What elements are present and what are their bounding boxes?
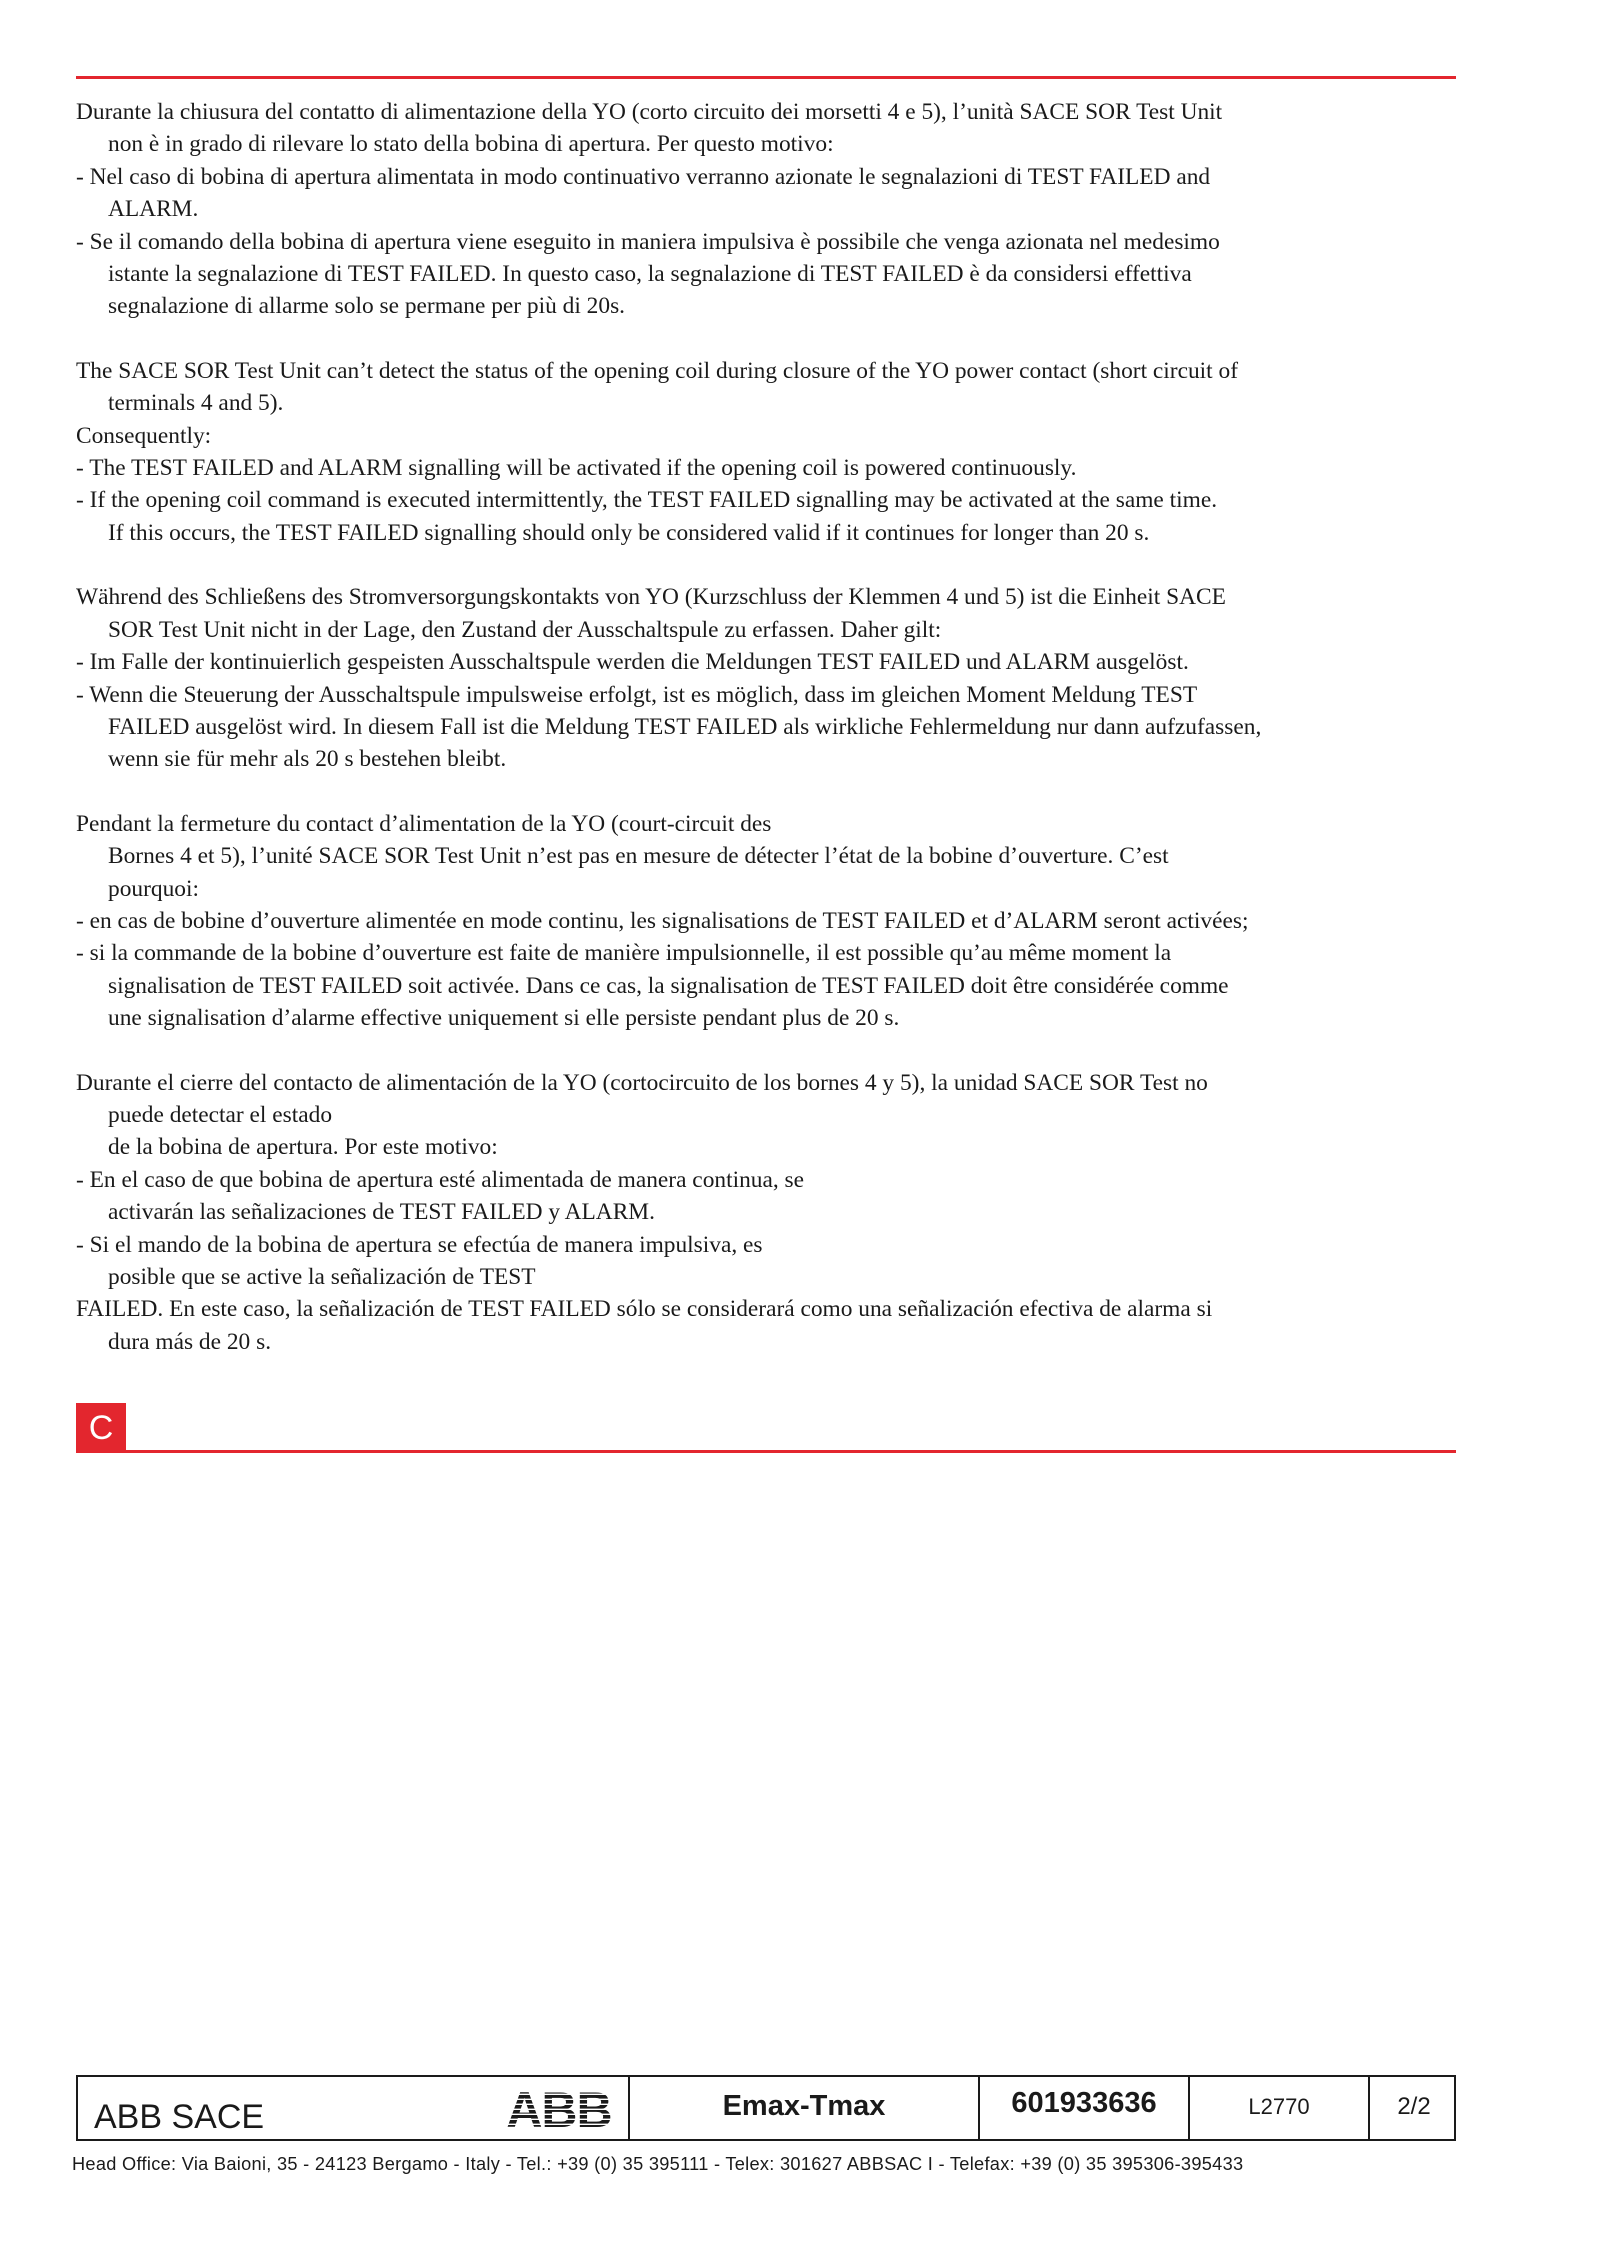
text-line: pourquoi: [108, 875, 199, 902]
text-line: ALARM. [108, 196, 199, 223]
text-line: wenn sie für mehr als 20 s bestehen bleibt. [108, 746, 507, 773]
text-line: posible que se active la señalización de TEST [108, 1264, 536, 1290]
section-marker: C [76, 1403, 126, 1453]
paragraph [76, 96, 1466, 323]
text-line: non è in grado di rilevare lo stato della bobina di apertura. Per questo motivo: [108, 131, 834, 158]
text-line: - Se il comando della bobina di apertura viene eseguito in maniera impulsiva è possibile che venga azionata nel medesimo [76, 228, 1220, 255]
text-line: - If the opening coil command is executed intermittently, the TEST FAILED signalling may be activated at the same time. [76, 487, 1218, 514]
text-line: dura más de 20 s. [108, 1328, 272, 1355]
text-line: Consequently: [76, 422, 212, 449]
head-office-address: Head Office: Via Baioni, 35 - 24123 Bergamo - Italy - Tel.: +39 (0) 35 395111 - Telex: 301627 ABBSAC I - Telefax: +39 (0) 35 395306-395433 [72, 2154, 1244, 2174]
text-line: segnalazione di allarme solo se permane per più di 20s. [108, 293, 626, 320]
text-line: SOR Test Unit nicht in der Lage, den Zustand der Ausschaltspule zu erfassen. Daher gilt: [108, 616, 942, 643]
text-line: - Wenn die Steuerung der Ausschaltspule impulsweise erfolgt, ist es möglich, dass im gleichen Moment Meldung TEST [76, 681, 1198, 708]
text-line: une signalisation d’alarme effective uniquement si elle persiste pendant plus de 20 s. [108, 1005, 900, 1032]
product-name: Emax-Tmax [722, 2090, 886, 2122]
paragraph [76, 355, 1466, 549]
document-reference: L2770 [1248, 2094, 1310, 2119]
section-rule [76, 1450, 1456, 1453]
text-line: - en cas de bobine d’ouverture alimentée en mode continu, les signalisations de TEST FAILED et d’ALARM seront activées; [76, 907, 1249, 934]
text-line: signalisation de TEST FAILED soit activée. Dans ce cas, la signalisation de TEST FAILED doit être considérée comme [108, 972, 1229, 999]
top-rule [76, 76, 1456, 79]
text-line: de la bobina de apertura. Por este motivo: [108, 1134, 498, 1161]
footer-page-cell [1368, 2077, 1458, 2139]
text-line: Durante el cierre del contacto de alimentación de la YO (cortocircuito de los bornes 4 y 5), la unidad SACE SOR Test no [76, 1069, 1208, 1096]
paragraph [76, 808, 1466, 1035]
text-line: - si la commande de la bobine d’ouverture est faite de manière impulsionnelle, il est possible qu’au même moment la [76, 940, 1172, 967]
page-number: 2/2 [1397, 2093, 1431, 2120]
text-line: - Im Falle der kontinuierlich gespeisten Ausschaltspule werden die Meldungen TEST FAILED und ALARM ausgelöst. [76, 649, 1189, 676]
footer-title-block [76, 2075, 1456, 2141]
text-line: puede detectar el estado [108, 1101, 333, 1128]
text-line: FAILED. En este caso, la señalización de TEST FAILED sólo se considerará como una señalización efectiva de alarma si [76, 1296, 1213, 1323]
document-body [76, 96, 1466, 1390]
text-line: - Nel caso di bobina di apertura alimentata in modo continuativo verranno azionate le segnalazioni di TEST FAILED and [76, 163, 1211, 190]
text-line: Bornes 4 et 5), l’unité SACE SOR Test Unit n’est pas en mesure de détecter l’état de la bobine d’ouverture. C’est [108, 843, 1169, 870]
text-line: The SACE SOR Test Unit can’t detect the status of the opening coil during closure of the YO power contact (short circuit of [76, 357, 1238, 384]
document-number: 601933636 [1011, 2087, 1157, 2119]
abb-logo-icon [498, 2085, 620, 2131]
footer-doc-code-cell [978, 2077, 1188, 2139]
text-line: If this occurs, the TEST FAILED signalling should only be considered valid if it continues for longer than 20 s. [108, 519, 1150, 546]
text-line: - The TEST FAILED and ALARM signalling will be activated if the opening coil is powered continuously. [76, 455, 1077, 482]
footer-ref-cell [1188, 2077, 1368, 2139]
company-name: ABB SACE [94, 2098, 265, 2136]
paragraph [76, 581, 1466, 775]
footer-company-cell [78, 2077, 628, 2139]
text-line: - Si el mando de la bobina de apertura se efectúa de manera impulsiva, es [76, 1231, 763, 1258]
footer-product-cell [628, 2077, 978, 2139]
text-line: FAILED ausgelöst wird. In diesem Fall ist die Meldung TEST FAILED als wirkliche Fehlermeldung nur dann aufzufassen, [108, 713, 1262, 740]
text-line: activarán las señalizaciones de TEST FAILED y ALARM. [108, 1199, 655, 1226]
text-line: terminals 4 and 5). [108, 390, 284, 417]
text-line: istante la segnalazione di TEST FAILED. In questo caso, la segnalazione di TEST FAILED è da considersi effettiva [108, 261, 1192, 288]
text-line: - En el caso de que bobina de apertura esté alimentada de manera continua, se [76, 1166, 805, 1193]
paragraph [76, 1067, 1466, 1359]
text-line: Pendant la fermeture du contact d’alimentation de la YO (court-circuit des [76, 810, 772, 837]
text-line: Während des Schließens des Stromversorgungskontakts von YO (Kurzschluss der Klemmen 4 und 5) ist die Einheit SACE [76, 584, 1226, 611]
svg-text:ABB: ABB [506, 2085, 612, 2131]
text-line: Durante la chiusura del contatto di alimentazione della YO (corto circuito dei morsetti 4 e 5), l’unità SACE SOR Test Unit [76, 99, 1223, 125]
